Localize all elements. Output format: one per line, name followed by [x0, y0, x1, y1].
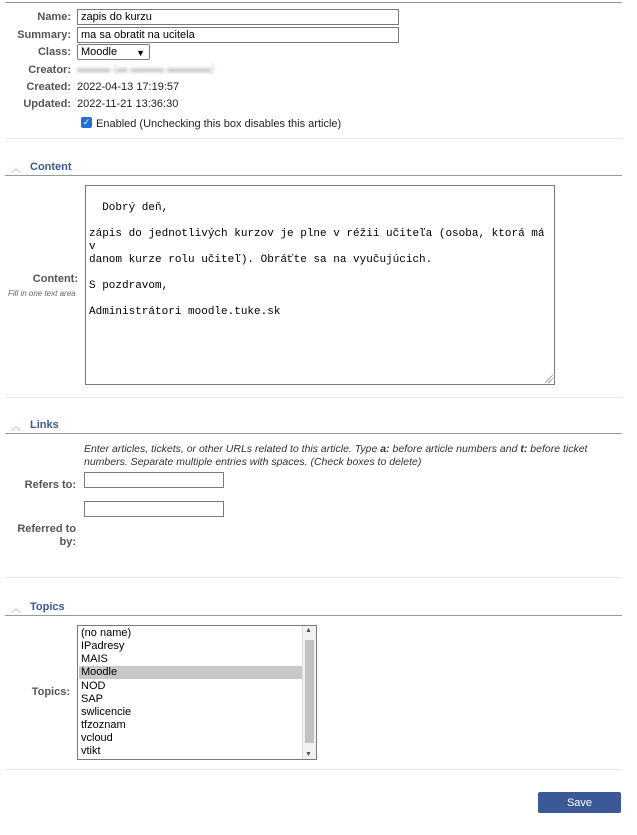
class-select-value: Moodle — [81, 46, 118, 58]
name-label: Name: — [37, 11, 71, 23]
links-section-title: Links — [30, 419, 59, 431]
links-section-header[interactable] — [5, 419, 622, 434]
topics-section-title: Topics — [30, 601, 65, 613]
save-changes-button[interactable]: Save Changes — [538, 792, 621, 813]
content-hint: Fill in one text area — [8, 289, 76, 298]
collapse-caret-icon: ︿ — [11, 164, 21, 175]
divider — [5, 138, 622, 139]
class-select[interactable] — [77, 44, 150, 60]
refers-to-input[interactable] — [84, 472, 224, 488]
topics-section-header[interactable] — [5, 601, 622, 616]
topic-option[interactable]: SAP — [81, 693, 104, 705]
topics-label: Topics: — [31, 686, 70, 698]
name-input[interactable] — [77, 9, 399, 25]
topic-option[interactable]: MAIS — [81, 653, 108, 665]
topics-listbox[interactable] — [77, 625, 317, 760]
creator-label: Creator: — [28, 64, 71, 76]
content-text: Dobrý deň, zápis do jednotlivých kurzov je plne v réžii učiteľa (osoba, ktorá má v danom kurze rolu učiteľ). Obráťte sa na vyučujúcich. S pozdravom, Administrátori moodle.tuke.sk — [89, 202, 545, 318]
topic-option[interactable]: vcloud — [81, 732, 113, 744]
created-label: Created: — [26, 81, 71, 93]
divider — [5, 577, 622, 578]
content-label: Content: — [32, 273, 78, 285]
content-section-header[interactable] — [5, 161, 622, 176]
referred-to-by-label: Referred to by: — [17, 523, 76, 548]
updated-label: Updated: — [23, 98, 71, 110]
refers-to-label: Refers to: — [24, 479, 76, 491]
creator-value-redacted: ▬▬▬ (▬ ▬▬▬ ▬▬▬▬) — [77, 63, 215, 75]
divider — [5, 769, 622, 770]
summary-label: Summary: — [17, 29, 71, 41]
topic-option-selected[interactable]: Moodle — [79, 666, 304, 679]
topic-option[interactable]: vtikt — [81, 745, 101, 757]
topic-option[interactable]: (no name) — [81, 627, 132, 639]
topic-option[interactable]: swlicencie — [81, 706, 132, 718]
scrollbar-thumb[interactable] — [305, 640, 314, 743]
created-value: 2022-04-13 17:19:57 — [77, 81, 180, 93]
content-textarea[interactable] — [85, 185, 555, 385]
scroll-up-icon[interactable]: ▲ — [305, 627, 312, 634]
divider — [5, 397, 622, 398]
topics-scrollbar[interactable] — [302, 626, 316, 759]
links-instructions: Enter articles, tickets, or other URLs related to this article. Type a: before article numbers and t: before ticket numbers. Separate multiple entries with spaces. (Check boxes to delete) — [84, 443, 588, 468]
collapse-caret-icon: ︿ — [11, 422, 21, 433]
referred-to-by-input[interactable] — [84, 501, 224, 517]
summary-input[interactable] — [77, 27, 399, 43]
collapse-caret-icon: ︿ — [11, 604, 21, 615]
class-label: Class: — [37, 46, 71, 58]
enabled-checkbox[interactable]: ✓ — [82, 117, 91, 127]
updated-value: 2022-11-21 13:36:30 — [77, 98, 179, 110]
resize-handle-icon[interactable] — [545, 375, 553, 383]
chevron-down-icon: ▼ — [136, 48, 145, 58]
top-divider — [5, 2, 622, 3]
scroll-down-icon[interactable]: ▼ — [305, 751, 312, 758]
topic-option[interactable]: IPadresy — [81, 640, 125, 652]
content-section-title: Content — [30, 161, 72, 173]
topic-option[interactable]: tfzoznam — [81, 719, 126, 731]
enabled-label: Enabled (Unchecking this box disables this article) — [96, 118, 342, 130]
topic-option[interactable]: NOD — [81, 680, 106, 692]
